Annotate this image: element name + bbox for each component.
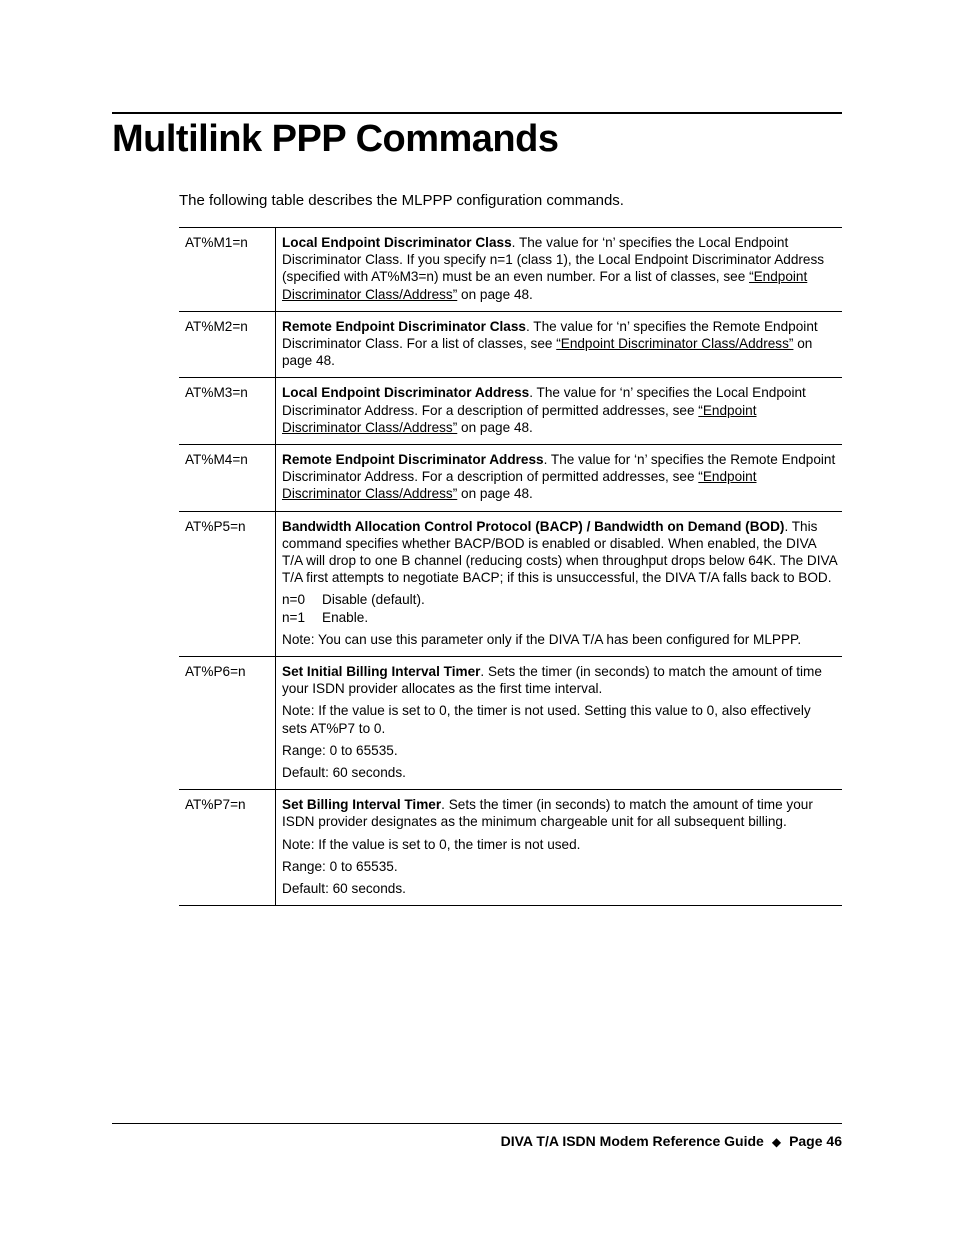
command-code: AT%P7=n <box>179 790 276 906</box>
bottom-rule <box>112 1123 842 1124</box>
page-title: Multilink PPP Commands <box>112 118 559 160</box>
description-text: Range: 0 to 65535. <box>282 858 398 874</box>
description-text: on page 48. <box>282 336 813 369</box>
description-paragraph <box>282 764 838 781</box>
command-description <box>276 657 843 790</box>
table-row <box>179 511 842 656</box>
cross-reference-link[interactable]: “Endpoint Discriminator Class/Address” <box>282 402 757 435</box>
command-name: Remote Endpoint Discriminator Address <box>282 452 544 468</box>
command-description <box>276 228 843 312</box>
command-code: AT%P6=n <box>179 657 276 790</box>
footer-guide-title: DIVA T/A ISDN Modem Reference Guide <box>500 1133 764 1149</box>
command-name: Set Initial Billing Interval Timer <box>282 664 481 680</box>
footer-page-number: Page 46 <box>789 1133 842 1149</box>
description-paragraph <box>282 663 838 697</box>
cross-reference-link[interactable]: “Endpoint Discriminator Class/Address” <box>282 269 808 302</box>
description-paragraph <box>282 318 838 370</box>
option-text: Enable. <box>322 609 369 625</box>
option-key: n=1 <box>282 609 306 625</box>
command-description <box>276 378 843 445</box>
description-paragraph <box>282 858 838 875</box>
description-text: Range: 0 to 65535. <box>282 742 398 758</box>
table-row <box>179 657 842 790</box>
description-text: . Sets the timer (in seconds) to match the amount of time your ISDN provider designates as the minimum chargeable unit for all subsequent billing. <box>282 797 813 830</box>
table-row <box>179 311 842 378</box>
intro-text: The following table describes the MLPPP configuration commands. <box>179 192 624 209</box>
command-description <box>276 790 843 906</box>
command-code: AT%M1=n <box>179 228 276 312</box>
description-paragraph <box>282 836 838 853</box>
description-text: . Sets the timer (in seconds) to match the amount of time your ISDN provider allocates as the first time interval. <box>282 664 822 697</box>
description-text: Note: If the value is set to 0, the timer is not used. <box>282 836 581 852</box>
command-table-body <box>179 228 842 906</box>
command-code: AT%P5=n <box>179 511 276 656</box>
description-text: on page 48. <box>457 486 533 502</box>
diamond-icon: ◆ <box>771 1135 782 1149</box>
table-row <box>179 378 842 445</box>
page-footer <box>501 1131 842 1152</box>
description-text: . This command specifies whether BACP/BOD is enabled or disabled. When enabled, the DIVA T/A will drop to one B channel (reducing costs) when throughput drops below 64K. The DIVA T/A first attempts to negotiate BACP; if this is unsuccessful, the DIVA T/A falls back to BOD. <box>282 518 837 586</box>
command-name: Local Endpoint Discriminator Class <box>282 235 512 250</box>
option-list <box>282 591 838 625</box>
description-text: on page 48. <box>457 286 533 302</box>
command-name: Local Endpoint Discriminator Address <box>282 385 530 401</box>
command-table <box>179 227 842 906</box>
cross-reference-link[interactable]: “Endpoint Discriminator Class/Address” <box>556 336 794 352</box>
command-name: Remote Endpoint Discriminator Class <box>282 318 526 334</box>
option-text: Disable (default). <box>322 592 425 608</box>
command-description <box>276 445 843 512</box>
description-text: Note: If the value is set to 0, the timer is not used. Setting this value to 0, also effectively sets AT%P7 to 0. <box>282 703 811 736</box>
command-name: Set Billing Interval Timer <box>282 797 442 813</box>
note-text: Note: You can use this parameter only if the DIVA T/A has been configured for MLPPP. <box>282 631 802 647</box>
description-text: Default: 60 seconds. <box>282 765 406 781</box>
option-key: n=0 <box>282 592 306 608</box>
cross-reference-link[interactable]: “Endpoint Discriminator Class/Address” <box>282 469 757 502</box>
table-row <box>179 445 842 512</box>
description-text: on page 48. <box>457 419 533 435</box>
command-code: AT%M3=n <box>179 378 276 445</box>
description-paragraph <box>282 384 838 436</box>
description-text: Default: 60 seconds. <box>282 881 406 897</box>
description-text: . The value for ‘n’ specifies the Local Endpoint Discriminator Address. For a description of permitted addresses, see <box>282 385 806 418</box>
command-code: AT%M4=n <box>179 445 276 512</box>
description-text: . The value for ‘n’ specifies the Remote Endpoint Discriminator Class. For a list of classes, see <box>282 318 818 352</box>
command-description <box>276 511 843 656</box>
description-paragraph <box>282 796 838 830</box>
command-description <box>276 311 843 378</box>
description-paragraph <box>282 742 838 759</box>
description-paragraph <box>282 518 838 587</box>
description-paragraph <box>282 702 838 736</box>
table-row <box>179 790 842 906</box>
description-text: . The value for ‘n’ specifies the Remote Endpoint Discriminator Address. For a description of permitted addresses, see <box>282 452 836 485</box>
description-paragraph <box>282 880 838 897</box>
description-paragraph <box>282 451 838 503</box>
description-paragraph <box>282 234 838 303</box>
table-row <box>179 228 842 312</box>
command-name: Bandwidth Allocation Control Protocol (BACP) / Bandwidth on Demand (BOD) <box>282 518 785 534</box>
command-code: AT%M2=n <box>179 311 276 378</box>
top-rule <box>112 112 842 114</box>
description-text: . The value for ‘n’ specifies the Local Endpoint Discriminator Class. If you specify n=1 (class 1), the Local Endpoint Discriminator Address (specified with AT%M3=n) must be an even number. For a list of classes, see <box>282 235 825 285</box>
